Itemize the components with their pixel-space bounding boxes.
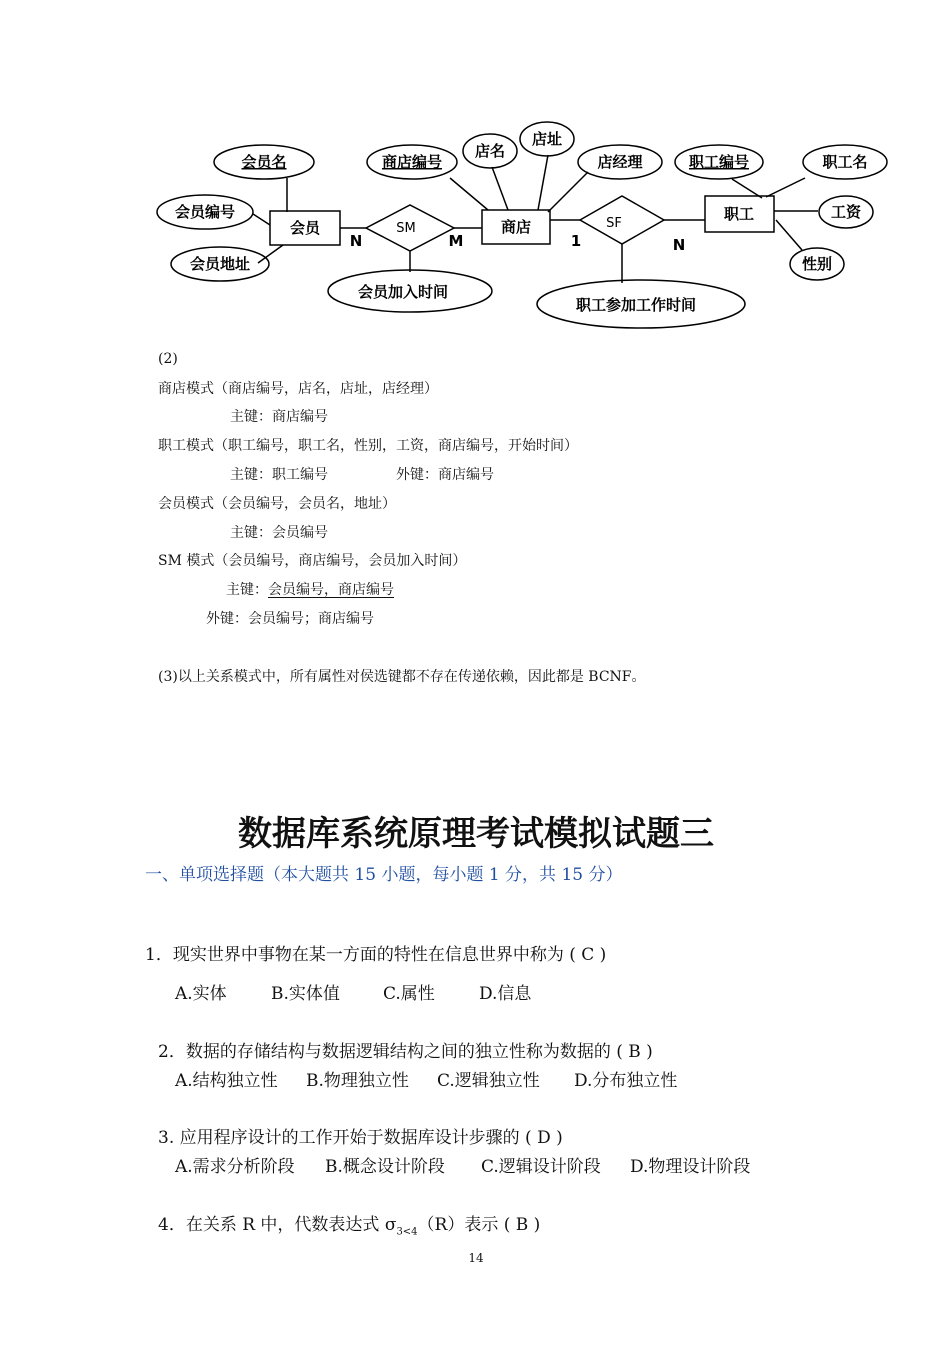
attr-staff-id-label: 职工编号 xyxy=(688,153,750,171)
attr-member-address-label: 会员地址 xyxy=(189,255,251,273)
question-1-option-c: C.属性 xyxy=(383,984,435,1004)
sm-primary-key-label: 主键： xyxy=(226,582,268,598)
question-4-text-suffix: （R）表示 ( B ) xyxy=(417,1215,541,1235)
attr-store-id-label: 商店编号 xyxy=(381,153,443,171)
attr-staff-start-time-label: 职工参加工作时间 xyxy=(575,296,697,314)
connector-store-id xyxy=(450,178,488,210)
entity-member-label: 会员 xyxy=(289,219,321,237)
sm-foreign-key: 外键：会员编号；商店编号 xyxy=(206,611,374,627)
connector-member-address xyxy=(258,245,283,263)
connector-store-name xyxy=(492,167,508,210)
entity-store-label: 商店 xyxy=(500,218,532,236)
relationship-sm-label: SM xyxy=(396,221,416,236)
question-2-option-d: D.分布独立性 xyxy=(574,1071,678,1091)
store-schema: 商店模式（商店编号，店名，店址，店经理） xyxy=(158,381,438,397)
question-2-option-a: A.结构独立性 xyxy=(175,1071,278,1091)
question-3-option-c: C.逻辑设计阶段 xyxy=(481,1157,601,1177)
staff-primary-key: 主键：职工编号 xyxy=(230,467,328,483)
attr-member-join-time-label: 会员加入时间 xyxy=(357,283,449,301)
question-3-option-b: B.概念设计阶段 xyxy=(325,1157,445,1177)
attr-gender-label: 性别 xyxy=(801,255,833,273)
er-diagram xyxy=(0,0,952,345)
entity-staff-label: 职工 xyxy=(723,205,755,223)
part2-label: (2) xyxy=(158,351,178,367)
question-1-option-b: B.实体值 xyxy=(271,984,340,1004)
question-4-subscript: 3<4 xyxy=(396,1226,418,1238)
cardinality-store-sm: M xyxy=(448,232,464,250)
connector-member-id xyxy=(253,214,270,225)
question-1-option-a: A.实体 xyxy=(175,984,227,1004)
store-primary-key: 主键：商店编号 xyxy=(230,409,328,425)
relationship-sf-label: SF xyxy=(606,216,622,231)
connector-store-manager xyxy=(548,172,588,212)
attr-store-name-label: 店名 xyxy=(474,142,506,160)
question-2-option-b: B.物理独立性 xyxy=(306,1071,409,1091)
question-2-text: 2．数据的存储结构与数据逻辑结构之间的独立性称为数据的 ( B ) xyxy=(158,1042,653,1062)
attr-store-address-label: 店址 xyxy=(531,130,563,148)
connector-store-address xyxy=(538,155,548,210)
question-1-options xyxy=(175,979,531,1004)
cardinality-store-sf: 1 xyxy=(570,232,582,250)
part3-conclusion: (3)以上关系模式中，所有属性对侯选键都不存在传递依赖，因此都是 BCNF。 xyxy=(158,669,646,685)
connector-staff-gender xyxy=(776,220,802,250)
member-schema: 会员模式（会员编号，会员名，地址） xyxy=(158,496,396,512)
relationship-sf-diamond xyxy=(580,196,664,244)
exam-title: 数据库系统原理考试模拟试题三 xyxy=(238,814,714,854)
sm-primary-key-value: 会员编号，商店编号 xyxy=(268,582,394,598)
question-3-options xyxy=(175,1152,750,1177)
question-1-text: 1．现实世界中事物在某一方面的特性在信息世界中称为 ( C ) xyxy=(145,945,607,965)
question-3-option-a: A.需求分析阶段 xyxy=(175,1157,295,1177)
attr-member-id-label: 会员编号 xyxy=(174,203,236,221)
attr-member-name-label: 会员名 xyxy=(241,153,287,171)
member-primary-key: 主键：会员编号 xyxy=(230,525,328,541)
section-heading: 一、单项选择题（本大题共 15 小题，每小题 1 分，共 15 分） xyxy=(145,865,623,885)
attr-salary-label: 工资 xyxy=(830,203,862,221)
cardinality-member: N xyxy=(349,232,363,250)
question-3-option-d: D.物理设计阶段 xyxy=(630,1157,751,1177)
attr-store-manager-label: 店经理 xyxy=(597,153,643,171)
question-3-text: 3. 应用程序设计的工作开始于数据库设计步骤的 ( D ) xyxy=(158,1128,563,1148)
question-4-text xyxy=(158,1210,540,1237)
sm-schema: SM 模式（会员编号，商店编号，会员加入时间） xyxy=(158,553,467,569)
question-2-option-c: C.逻辑独立性 xyxy=(437,1071,540,1091)
question-2-options xyxy=(175,1066,677,1091)
cardinality-staff: N xyxy=(672,236,686,254)
question-4-text-prefix: 4．在关系 R 中，代数表达式 σ xyxy=(158,1215,397,1235)
connector-staff-name xyxy=(766,178,805,197)
staff-schema: 职工模式（职工编号，职工名，性别，工资，商店编号，开始时间） xyxy=(158,438,578,454)
attr-staff-name-label: 职工名 xyxy=(822,153,868,171)
question-1-option-d: D.信息 xyxy=(479,984,532,1004)
connector-staff-id xyxy=(732,179,762,198)
sm-primary-key xyxy=(226,579,394,599)
page-number: 14 xyxy=(468,1251,484,1265)
staff-foreign-key: 外键：商店编号 xyxy=(396,467,494,483)
